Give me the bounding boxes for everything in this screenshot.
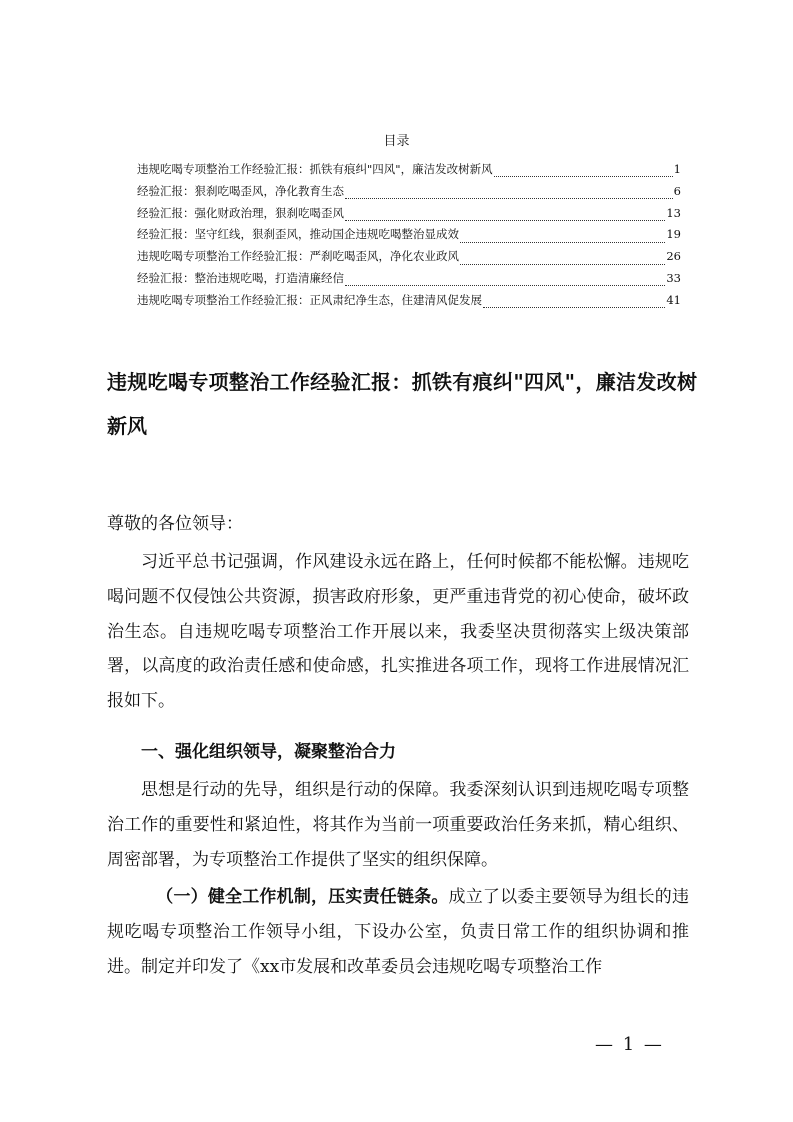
toc-leader: [345, 275, 665, 286]
toc-title: 目录: [383, 134, 410, 149]
toc-entry-page: 26: [666, 249, 681, 264]
toc-leader: [483, 297, 665, 308]
page-number: — 1 —: [595, 1034, 664, 1055]
toc-entry-page: 1: [673, 162, 681, 176]
toc-entry-title: 经验汇报：整治违规吃喝，打造清廉经信: [137, 270, 344, 285]
toc-leader: [345, 188, 673, 199]
toc-entry-title: 违规吃喝专项整治工作经验汇报：抓铁有痕纠"四风"，廉洁发改树新风: [137, 162, 493, 176]
toc-entry-title: 违规吃喝专项整治工作经验汇报：正风肃纪净生态，住建清风促发展: [137, 292, 482, 307]
subsection-lead: （一）健全工作机制，压实责任链条。: [156, 887, 449, 907]
toc-leader: [460, 232, 665, 243]
toc-entry-title: 经验汇报：坚守红线，狠刹歪风，推动国企违规吃喝整治显成效: [137, 227, 459, 242]
toc-entry[interactable]: [137, 205, 681, 227]
toc-leader: [494, 166, 673, 177]
body-paragraph: [107, 880, 689, 984]
toc-entry-title: 经验汇报：强化财政治理，狠刹吃喝歪风: [137, 205, 344, 220]
toc-entry[interactable]: [137, 292, 681, 314]
subsection-text: 成立了以委主要领导为组长的违规吃喝专项整治工作领导小组，下设办公室，负责日常工作的组织协调和推进。制定并印发了《xx市发展和改革委员会违规吃喝专项整治工作: [107, 887, 690, 977]
salutation: 尊敬的各位领导：: [107, 514, 243, 534]
toc-entry-page: 19: [666, 227, 681, 242]
intro-paragraph: 习近平总书记强调，作风建设永远在路上，任何时候都不能松懈。违规吃喝问题不仅侵蚀公共资源，损害政府形象，更严重违背党的初心使命，破坏政治生态。自违规吃喝专项整治工作开展以来，我委坚决贯彻落实上级决策部署，以高度的政治责任感和使命感，扎实推进各项工作，现将工作进展情况汇报如下。: [107, 552, 689, 712]
toc-entry-page: 6: [673, 183, 681, 198]
toc-entry[interactable]: [137, 226, 681, 248]
section-heading: 一、强化组织领导，凝聚整治合力: [141, 742, 396, 762]
toc-leader: [345, 210, 665, 221]
toc-entry[interactable]: [137, 183, 681, 205]
toc-entry-page: 13: [666, 205, 681, 220]
document-title: 违规吃喝专项整治工作经验汇报：抓铁有痕纠"四风"，廉洁发改树新风: [107, 370, 697, 438]
body-paragraph: 思想是行动的先导，组织是行动的保障。我委深刻认识到违规吃喝专项整治工作的重要性和紧迫性，将其作为当前一项重要政治任务来抓，精心组织、周密部署，为专项整治工作提供了坚实的组织保障。: [107, 780, 689, 870]
toc-entry-page: 33: [666, 270, 681, 285]
toc-leader: [460, 254, 665, 265]
toc-entry[interactable]: [137, 270, 681, 292]
toc-entry-title: 违规吃喝专项整治工作经验汇报：严刹吃喝歪风，净化农业政风: [137, 249, 459, 264]
table-of-contents: [137, 161, 681, 314]
toc-entry-title: 经验汇报：狠刹吃喝歪风，净化教育生态: [137, 183, 344, 198]
toc-entry[interactable]: [137, 248, 681, 270]
toc-entry[interactable]: [137, 161, 681, 183]
toc-entry-page: 41: [666, 292, 681, 307]
